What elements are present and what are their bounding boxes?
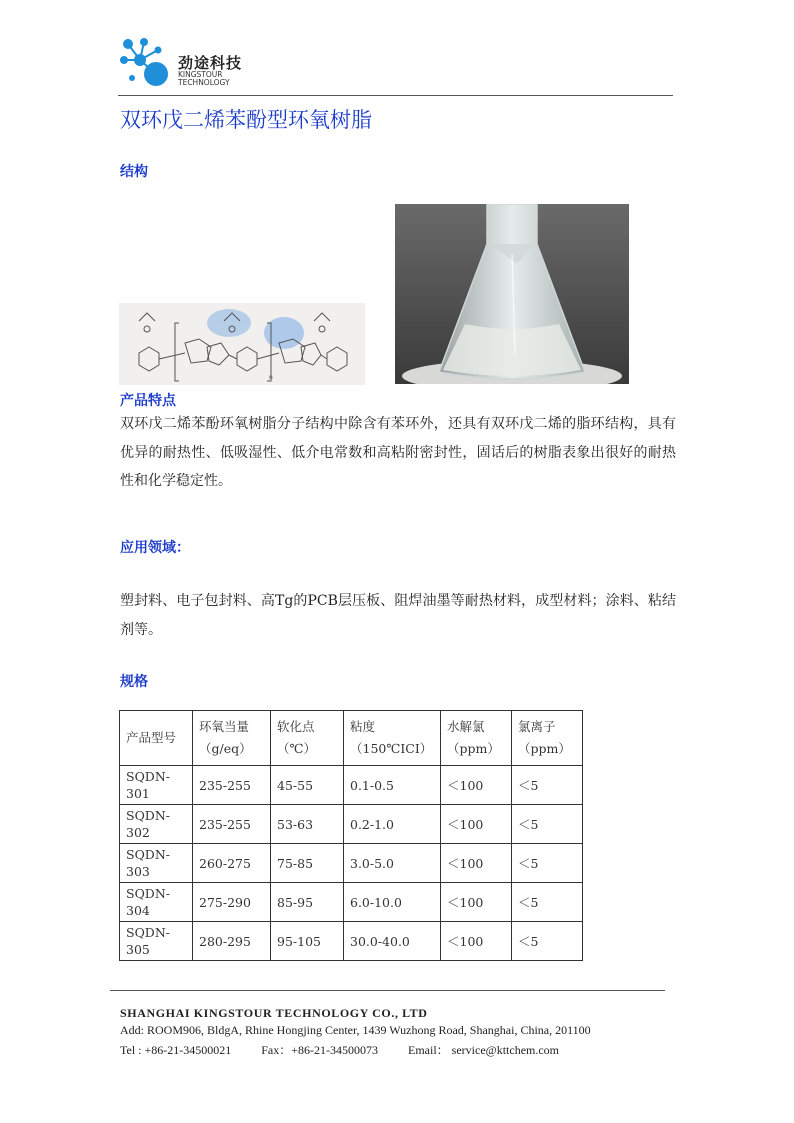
chemical-structure-image — [119, 303, 365, 385]
table-cell: 0.1-0.5 — [344, 766, 441, 805]
footer-contact — [120, 1041, 559, 1058]
header-cell-viscosity: 粘度 （150℃ICI） — [344, 711, 441, 766]
table-cell: SQDN-303 — [120, 844, 193, 883]
table-cell: 30.0-40.0 — [344, 922, 441, 961]
applications-paragraph: 塑封料、电子包封料、高Tg的PCB层压板、阻焊油墨等耐热材料，成型材料；涂料、粘结剂等。 — [120, 593, 676, 638]
table-cell: 6.0-10.0 — [344, 883, 441, 922]
table-cell: 0.2-1.0 — [344, 805, 441, 844]
table-cell: ＜5 — [512, 805, 583, 844]
table-cell: ＜5 — [512, 844, 583, 883]
table-cell: ＜100 — [441, 805, 512, 844]
table-cell: SQDN-305 — [120, 922, 193, 961]
spec-table — [119, 710, 583, 961]
footer-divider — [110, 990, 665, 991]
logo-molecule-icon — [120, 38, 168, 86]
table-cell: 260-275 — [193, 844, 271, 883]
header-cell-chloride-ion: 氯离子 （ppm） — [512, 711, 583, 766]
table-cell: ＜100 — [441, 766, 512, 805]
table-header-row — [120, 711, 583, 766]
logo-chinese-name: 劲途科技 — [178, 54, 243, 72]
table-cell: 95-105 — [271, 922, 344, 961]
table-cell: ＜5 — [512, 766, 583, 805]
table-cell: ＜5 — [512, 922, 583, 961]
table-cell: ＜100 — [441, 883, 512, 922]
header-cell-epoxy-equivalent: 环氧当量 （g/eq） — [193, 711, 271, 766]
product-photo — [395, 204, 629, 384]
table-cell: ＜5 — [512, 883, 583, 922]
footer-company-name: SHANGHAI KINGSTOUR TECHNOLOGY CO., LTD — [120, 1006, 428, 1020]
table-cell: 235-255 — [193, 805, 271, 844]
structure-heading: 结构 — [120, 164, 148, 180]
table-cell: 85-95 — [271, 883, 344, 922]
table-row — [120, 922, 583, 961]
table-cell: ＜100 — [441, 844, 512, 883]
features-paragraph: 双环戊二烯苯酚环氧树脂分子结构中除含有苯环外，还具有双环戊二烯的脂环结构，具有优异的耐热性、低吸湿性、低介电常数和高粘附密封性，固话后的树脂表象出很好的耐热性和化学稳定性。 — [120, 416, 676, 489]
table-cell: 3.0-5.0 — [344, 844, 441, 883]
table-cell: SQDN-301 — [120, 766, 193, 805]
table-row — [120, 883, 583, 922]
table-cell: 75-85 — [271, 844, 344, 883]
footer-tel: Tel : +86-21-34500021 — [120, 1043, 232, 1057]
applications-heading: 应用领域： — [120, 540, 190, 556]
table-row — [120, 766, 583, 805]
repeat-unit-subscript: n — [269, 374, 273, 381]
features-heading: 产品特点 — [120, 393, 176, 409]
table-cell: 53-63 — [271, 805, 344, 844]
page-title: 双环戊二烯苯酚型环氧树脂 — [120, 108, 372, 132]
logo-english-line1: KINGSTOUR — [178, 70, 223, 79]
table-row — [120, 844, 583, 883]
header-cell-model: 产品型号 — [120, 711, 193, 766]
header-cell-softening-point: 软化点 （℃） — [271, 711, 344, 766]
footer-email: Email： service@kttchem.com — [408, 1043, 560, 1057]
table-cell: 275-290 — [193, 883, 271, 922]
table-row — [120, 805, 583, 844]
table-cell: SQDN-302 — [120, 805, 193, 844]
header-cell-hydrolyzable-chlorine: 水解氯 （ppm） — [441, 711, 512, 766]
table-cell: ＜100 — [441, 922, 512, 961]
header-divider — [118, 95, 673, 96]
table-cell: 280-295 — [193, 922, 271, 961]
table-cell: 235-255 — [193, 766, 271, 805]
logo-english-line2: TECHNOLOGY — [178, 78, 230, 87]
footer-fax: Fax：+86-21-34500073 — [261, 1043, 379, 1057]
footer-address: Add: ROOM906, BldgA, Rhine Hongjing Center, 1439 Wuzhong Road, Shanghai, China, 201100 — [120, 1023, 591, 1037]
table-cell: SQDN-304 — [120, 883, 193, 922]
specs-heading: 规格 — [120, 674, 148, 690]
table-cell: 45-55 — [271, 766, 344, 805]
